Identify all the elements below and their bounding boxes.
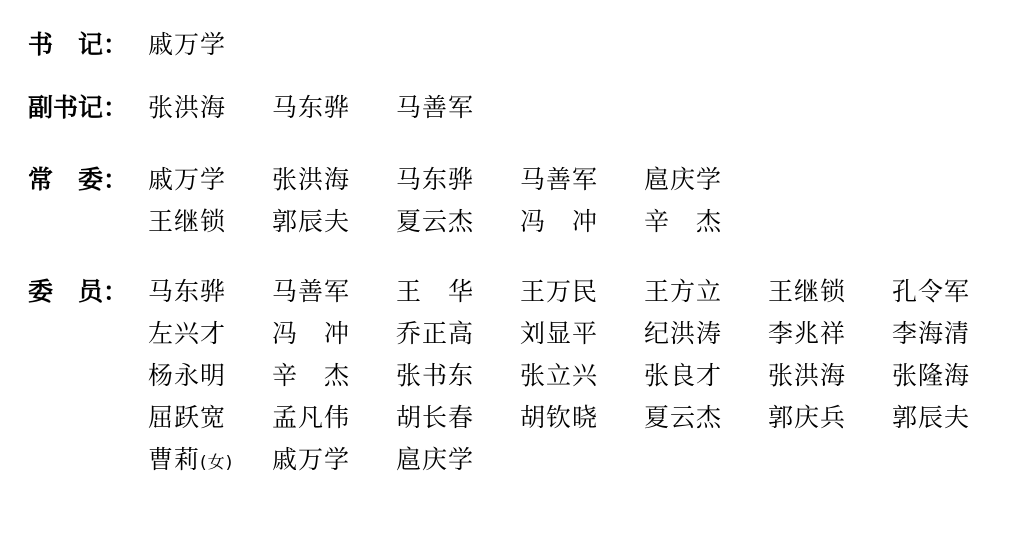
name-grid-shuji xyxy=(148,24,272,66)
name-cell: 胡长春 xyxy=(396,403,475,432)
name-row xyxy=(148,355,1016,397)
name-text: 曹莉(女) xyxy=(148,445,234,474)
name-grid-fushuji xyxy=(148,87,520,129)
name-cell: 戚万学 xyxy=(272,445,351,474)
section-weiyuan xyxy=(28,271,1016,484)
section-label-weiyuan: 委 员： xyxy=(28,277,129,306)
name-cell: 扈庆学 xyxy=(644,165,723,194)
name-cell: 王继锁 xyxy=(768,277,847,306)
name-cell-female xyxy=(148,439,272,484)
name-cell: 冯 冲 xyxy=(272,319,351,348)
name-cell: 郭庆兵 xyxy=(768,403,847,432)
name-cell: 杨永明 xyxy=(148,361,227,390)
name-cell: 夏云杰 xyxy=(644,403,723,432)
name-cell: 王继锁 xyxy=(148,207,227,236)
name-cell: 戚万学 xyxy=(148,165,227,194)
name-cell: 张立兴 xyxy=(520,361,599,390)
section-fushuji xyxy=(28,87,520,129)
name-cell: 张洪海 xyxy=(272,165,351,194)
section-label-changwei: 常 委： xyxy=(28,165,129,194)
name-cell: 李海清 xyxy=(892,319,971,348)
name-row xyxy=(148,201,768,243)
name-cell: 乔正高 xyxy=(396,319,475,348)
name-row xyxy=(148,159,768,201)
name-row xyxy=(148,439,1016,484)
name-cell: 张书东 xyxy=(396,361,475,390)
name-cell: 马东骅 xyxy=(272,93,351,122)
name-cell: 纪洪涛 xyxy=(644,319,723,348)
name-row xyxy=(148,271,1016,313)
name-cell: 张良才 xyxy=(644,361,723,390)
name-cell: 王万民 xyxy=(520,277,599,306)
name-cell: 戚万学 xyxy=(148,30,227,59)
name-cell: 郭辰夫 xyxy=(272,207,351,236)
name-cell: 辛 杰 xyxy=(644,207,723,236)
name-cell: 张洪海 xyxy=(148,93,227,122)
name-grid-weiyuan xyxy=(148,271,1016,484)
name-cell: 孟凡伟 xyxy=(272,403,351,432)
section-changwei xyxy=(28,159,768,243)
name-cell: 马善军 xyxy=(520,165,599,194)
name-row xyxy=(148,313,1016,355)
name-grid-changwei xyxy=(148,159,768,243)
name-cell: 夏云杰 xyxy=(396,207,475,236)
name-cell: 屈跃宽 xyxy=(148,403,227,432)
name-cell: 胡钦晓 xyxy=(520,403,599,432)
name-cell: 马善军 xyxy=(396,93,475,122)
name-cell: 刘显平 xyxy=(520,319,599,348)
name-row xyxy=(148,397,1016,439)
section-label-fushuji: 副书记： xyxy=(28,93,129,122)
name-cell: 张隆海 xyxy=(892,361,971,390)
name-cell: 王 华 xyxy=(396,277,475,306)
section-label-shuji: 书 记： xyxy=(28,30,129,59)
name-cell: 扈庆学 xyxy=(396,445,475,474)
name-cell: 郭辰夫 xyxy=(892,403,971,432)
section-shuji xyxy=(28,24,272,66)
name-cell: 马东骅 xyxy=(148,277,227,306)
name-cell: 马东骅 xyxy=(396,165,475,194)
name-cell: 王方立 xyxy=(644,277,723,306)
name-row xyxy=(148,87,520,129)
name-cell: 李兆祥 xyxy=(768,319,847,348)
name-cell: 孔令军 xyxy=(892,277,971,306)
name-cell: 冯 冲 xyxy=(520,207,599,236)
name-cell: 左兴才 xyxy=(148,319,227,348)
name-cell: 马善军 xyxy=(272,277,351,306)
name-row xyxy=(148,24,272,66)
name-cell: 张洪海 xyxy=(768,361,847,390)
name-cell: 辛 杰 xyxy=(272,361,351,390)
